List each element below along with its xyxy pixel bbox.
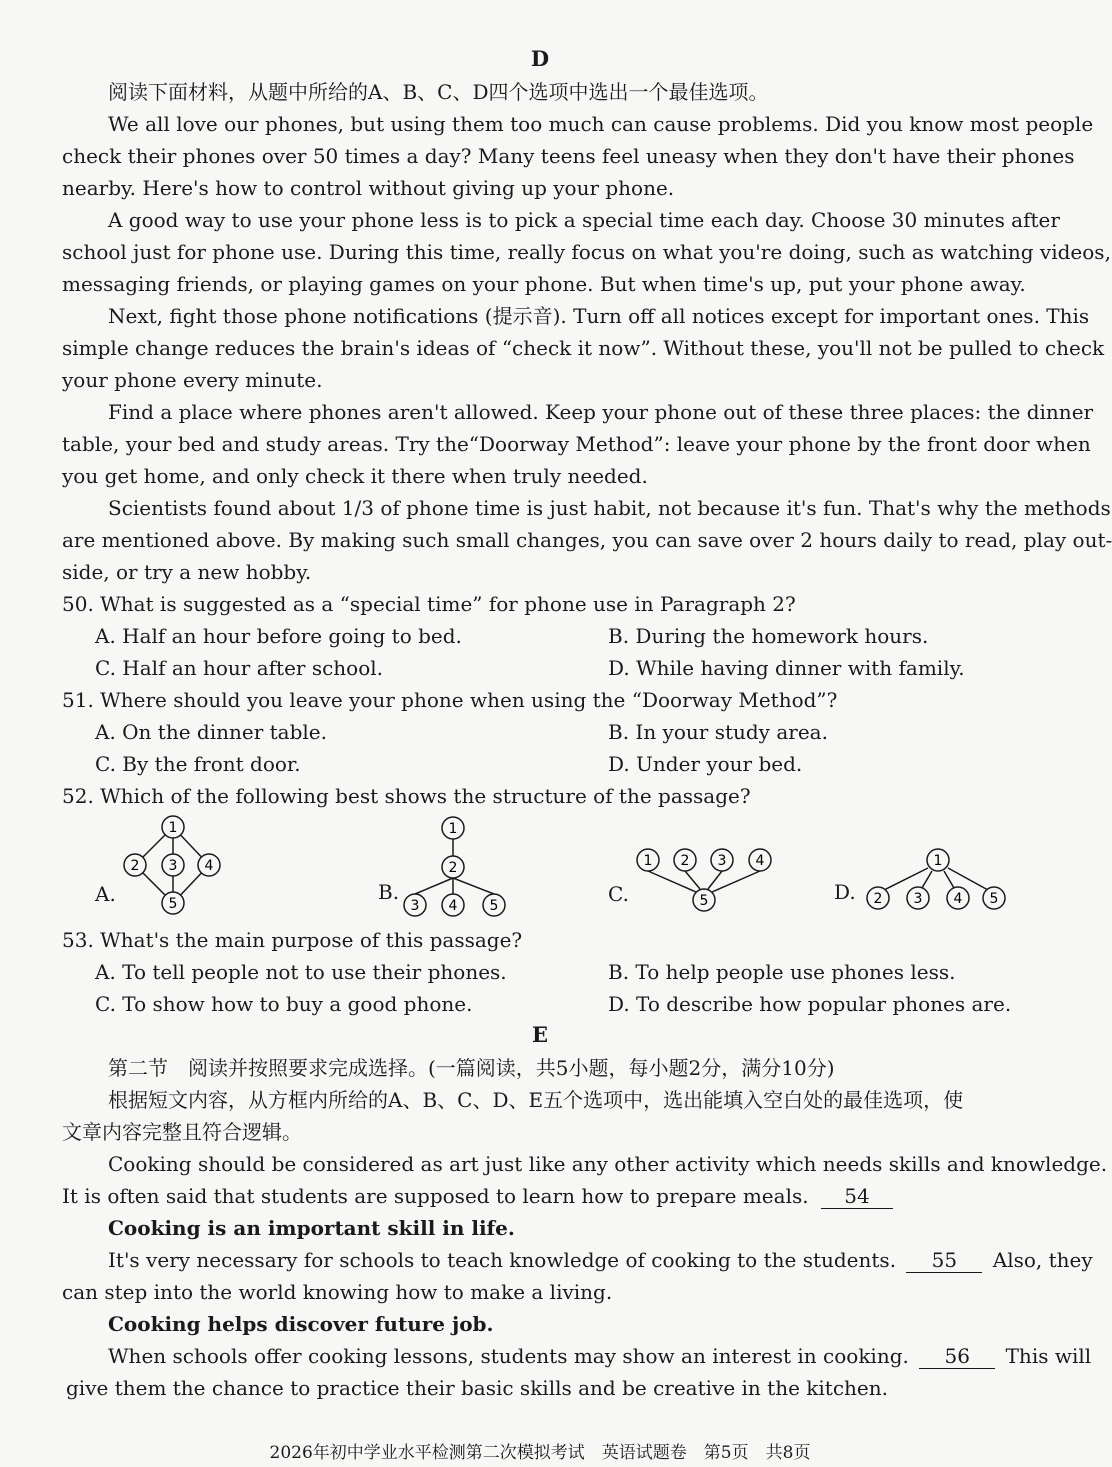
node-label: 4 bbox=[953, 891, 963, 907]
blank-56[interactable]: 56 bbox=[919, 1344, 995, 1369]
passage-e-text: It's very necessary for schools to teach knowledge of cooking to the students. bbox=[108, 1248, 897, 1272]
node-label: 1 bbox=[168, 820, 178, 836]
q51-option-c[interactable]: C. By the front door. bbox=[95, 752, 301, 776]
q53-option-c[interactable]: C. To show how to buy a good phone. bbox=[95, 992, 473, 1016]
q50-option-d[interactable]: D. While having dinner with family. bbox=[608, 656, 965, 680]
passage-line: nearby. Here's how to control without giving up your phone. bbox=[62, 176, 675, 200]
q52-option-a-label[interactable]: A. bbox=[95, 882, 116, 906]
passage-line: your phone every minute. bbox=[62, 368, 323, 392]
q53-option-b[interactable]: B. To help people use phones less. bbox=[608, 960, 956, 984]
structure-diagram-c[interactable] bbox=[632, 844, 782, 916]
node-label: 4 bbox=[755, 853, 765, 869]
passage-e-text: It is often said that students are supposed to learn how to prepare meals. bbox=[62, 1184, 809, 1208]
passage-e-text: This will bbox=[1005, 1344, 1092, 1368]
passage-line: are mentioned above. By making such small changes, you can save over 2 hours daily to read, play out- bbox=[62, 528, 1112, 552]
passage-line: you get home, and only check it there when truly needed. bbox=[62, 464, 648, 488]
section-e-instruction: 文章内容完整且符合逻辑。 bbox=[62, 1120, 302, 1144]
passage-line: school just for phone use. During this time, really focus on what you're doing, such as watching videos, bbox=[62, 240, 1111, 264]
question-52-stem: 52. Which of the following best shows the structure of the passage? bbox=[62, 784, 751, 808]
node-label: 4 bbox=[448, 898, 458, 914]
structure-diagram-d[interactable] bbox=[858, 844, 1012, 916]
q53-option-d[interactable]: D. To describe how popular phones are. bbox=[608, 992, 1012, 1016]
q51-option-d[interactable]: D. Under your bed. bbox=[608, 752, 803, 776]
node-label: 5 bbox=[489, 898, 499, 914]
passage-line: check their phones over 50 times a day? Many teens feel uneasy when they don't have their phones bbox=[62, 144, 1075, 168]
passage-e-line: can step into the world knowing how to make a living. bbox=[62, 1280, 613, 1304]
passage-line: Find a place where phones aren't allowed. Keep your phone out of these three places: the dinner bbox=[108, 400, 1094, 424]
blank-55[interactable]: 55 bbox=[906, 1248, 982, 1273]
passage-line: table, your bed and study areas. Try the“Doorway Method”: leave your phone by the front door when bbox=[62, 432, 1091, 456]
structure-diagram-a[interactable] bbox=[115, 810, 230, 920]
node-label: 3 bbox=[913, 891, 923, 907]
node-label: 3 bbox=[410, 898, 420, 914]
node-label: 2 bbox=[130, 858, 140, 874]
section-d-instruction: 阅读下面材料，从题中所给的A、B、C、D四个选项中选出一个最佳选项。 bbox=[108, 80, 769, 104]
q51-option-b[interactable]: B. In your study area. bbox=[608, 720, 828, 744]
passage-line: simple change reduces the brain's ideas of “check it now”. Without these, you'll not be pulled to check bbox=[62, 336, 1105, 360]
passage-e-text: When schools offer cooking lessons, students may show an interest in cooking. bbox=[108, 1344, 909, 1368]
q50-option-c[interactable]: C. Half an hour after school. bbox=[95, 656, 384, 680]
q51-option-a[interactable]: A. On the dinner table. bbox=[95, 720, 327, 744]
q52-option-b-label[interactable]: B. bbox=[378, 880, 400, 904]
question-51-stem: 51. Where should you leave your phone when using the “Doorway Method”? bbox=[62, 688, 838, 712]
q53-option-a[interactable]: A. To tell people not to use their phones. bbox=[95, 960, 507, 984]
passage-line: Next, fight those phone notifications (提示音). Turn off all notices except for important ones. This bbox=[108, 304, 1090, 328]
node-label: 5 bbox=[699, 893, 709, 909]
passage-e-text: Also, they bbox=[992, 1248, 1093, 1272]
passage-e-line: Cooking should be considered as art just like any other activity which needs skills and knowledge. bbox=[108, 1152, 1108, 1176]
passage-line: A good way to use your phone less is to pick a special time each day. Choose 30 minutes after bbox=[108, 208, 1060, 232]
question-53-stem: 53. What's the main purpose of this passage? bbox=[62, 928, 523, 952]
blank-54[interactable]: 54 bbox=[821, 1184, 893, 1209]
passage-e-line bbox=[108, 1246, 1093, 1274]
subheading-future-job: Cooking helps discover future job. bbox=[108, 1312, 494, 1336]
passage-line: We all love our phones, but using them too much can cause problems. Did you know most people bbox=[108, 112, 1094, 136]
node-label: 5 bbox=[989, 891, 999, 907]
node-label: 5 bbox=[168, 896, 178, 912]
node-label: 1 bbox=[643, 853, 653, 869]
q52-option-d-label[interactable]: D. bbox=[834, 880, 856, 904]
section-e-heading: 第二节 阅读并按照要求完成选择。(一篇阅读，共5小题，每小题2分，满分10分) bbox=[108, 1056, 835, 1080]
node-label: 3 bbox=[717, 853, 727, 869]
node-label: 3 bbox=[168, 858, 178, 874]
node-label: 1 bbox=[933, 853, 943, 869]
structure-diagram-b[interactable] bbox=[398, 812, 518, 922]
passage-e-line: give them the chance to practice their basic skills and be creative in the kitchen. bbox=[66, 1376, 888, 1400]
node-label: 2 bbox=[873, 891, 883, 907]
question-50-stem: 50. What is suggested as a “special time” for phone use in Paragraph 2? bbox=[62, 592, 796, 616]
subheading-cooking-skill: Cooking is an important skill in life. bbox=[108, 1216, 515, 1240]
passage-line: side, or try a new hobby. bbox=[62, 560, 312, 584]
section-d-letter: D bbox=[530, 46, 550, 71]
node-label: 2 bbox=[680, 853, 690, 869]
passage-line: Scientists found about 1/3 of phone time is just habit, not because it's fun. That's why the methods bbox=[108, 496, 1111, 520]
node-label: 2 bbox=[448, 860, 458, 876]
node-label: 1 bbox=[448, 821, 458, 837]
q50-option-b[interactable]: B. During the homework hours. bbox=[608, 624, 929, 648]
q52-option-c-label[interactable]: C. bbox=[608, 882, 629, 906]
passage-e-line bbox=[62, 1182, 893, 1210]
passage-e-line bbox=[108, 1342, 1091, 1370]
section-e-letter: E bbox=[531, 1022, 548, 1047]
node-label: 4 bbox=[204, 858, 214, 874]
page-footer: 2026年初中学业水平检测第二次模拟考试 英语试题卷 第5页 共8页 bbox=[269, 1443, 811, 1463]
section-e-instruction: 根据短文内容，从方框内所给的A、B、C、D、E五个选项中，选出能填入空白处的最佳选项，使 bbox=[108, 1088, 964, 1112]
q50-option-a[interactable]: A. Half an hour before going to bed. bbox=[95, 624, 462, 648]
passage-line: messaging friends, or playing games on your phone. But when time's up, put your phone away. bbox=[62, 272, 1026, 296]
